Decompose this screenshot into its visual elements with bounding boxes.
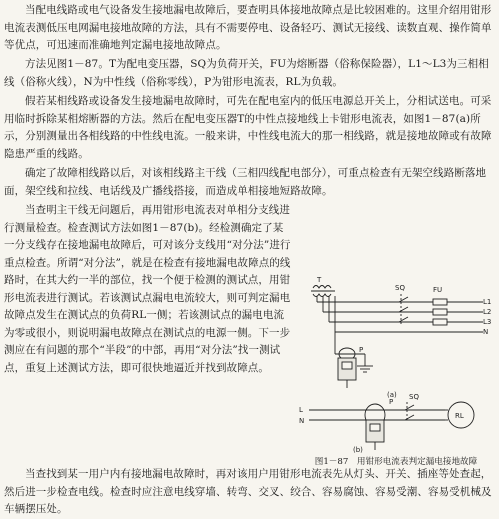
label-fu: FU [433, 286, 443, 294]
transformer-symbol [311, 286, 335, 297]
paragraph-main-line: 确定了故障相线路以后，对该相线路主干线（三相四线配电部分），可重点检查有无架空线路断落地面，架空线和拉线、电话线及广播线搭接，而造成单相接地短路故障。 [4, 167, 487, 197]
figure-panel-b [309, 402, 474, 450]
load-switch [399, 294, 408, 324]
label-l-b: L [299, 406, 303, 414]
branch-switch [405, 402, 414, 422]
label-n-b: N [299, 417, 305, 425]
paragraph-user-check: 当查找到某一用户内有接地漏电故障时，再对该用户用钳形电流表先从灯头、开关、插座等处查起，然后进一步检查电线。检查时应注意电线穿墙、转弯、交叉、绞合、容易腐蚀、容易受潮、容易受机械及车辆摆压处。 [4, 468, 492, 515]
paragraph-method: 方法见图1－87。T为配电变压器，SQ为负荷开关，FU为熔断器（俗称保险器），L1～L3为三相相线（俗称火线），N为中性线（俗称零线），P为钳形电流表，RL为负载。 [4, 58, 489, 88]
label-l2: L2 [483, 308, 492, 316]
label-p-a: P [359, 346, 364, 354]
paragraph-intro: 当配电线路或电气设备发生接地漏电故障后，要查明具体接地故障点是比较困难的。这里介绍用钳形电流表测低压电网漏电接地故障的方法，具有不需要停电、设备轻巧、测试无接线、读数直观、操作简单等优点，可迅速而准确地判定漏电接地故障点。 [4, 4, 492, 51]
label-l3: L3 [483, 318, 492, 326]
paragraph-phase-test: 假若某相线路或设备发生接地漏电故障时，可先在配电室内的低压电源总开关上，分相试送电。可采用临时拆除某相熔断器的方法。然后在配电变压器T的中性点接地线上卡钳形电流表，如图1－87(a)所示，分别测量出各相线路的中性线电流。一般来讲，中性线电流大的那一相线路，就是接地故障或有故障隐患严重的线路。 [4, 95, 492, 160]
label-sq: SQ [395, 284, 405, 292]
label-sub-a: (a) [387, 391, 397, 399]
label-p-b: P [389, 398, 394, 406]
label-l1: L1 [483, 298, 492, 306]
figure-panel-a [311, 286, 483, 389]
label-rl: RL [455, 412, 464, 420]
clamp-meter-b-icon [365, 404, 385, 450]
circuit-figure [295, 262, 497, 458]
label-sub-b: (b) [353, 446, 363, 454]
fuses [433, 299, 447, 325]
figure-caption: 图1－87 用钳形电流表判定漏电接地故障 [314, 457, 478, 467]
label-sq-b: SQ [409, 393, 419, 401]
label-t: T [317, 276, 322, 284]
label-n: N [483, 328, 489, 336]
figure-panel-a-labels [316, 276, 491, 399]
paragraph-half-split: 当查明主干线无问题后，再用钳形电流表对单相分支线进行测量检查。检查测试方法如图1－87(b)。经检测确定了某一分支线存在接地漏电故障后，可对该分支线用“对分法”进行重点检查。所谓“对分法”，就是在检查有接地漏电故障点的线路时，在其大约一半的部位，找一个便于检测的测试点，用钳形电流表进行测试。若该测试点漏电电流较大，则可判定漏电故障点发生在测试点的负荷RL一侧；若该测试点的漏电电流为零或很小，则说明漏电故障点在测试点的电源一侧。下一步测应在有问题的那个“半段”的中部，再用“对分法”找一测试点，重复上述测试方法，即可很快地逼近并找到故障点。 [4, 204, 291, 374]
